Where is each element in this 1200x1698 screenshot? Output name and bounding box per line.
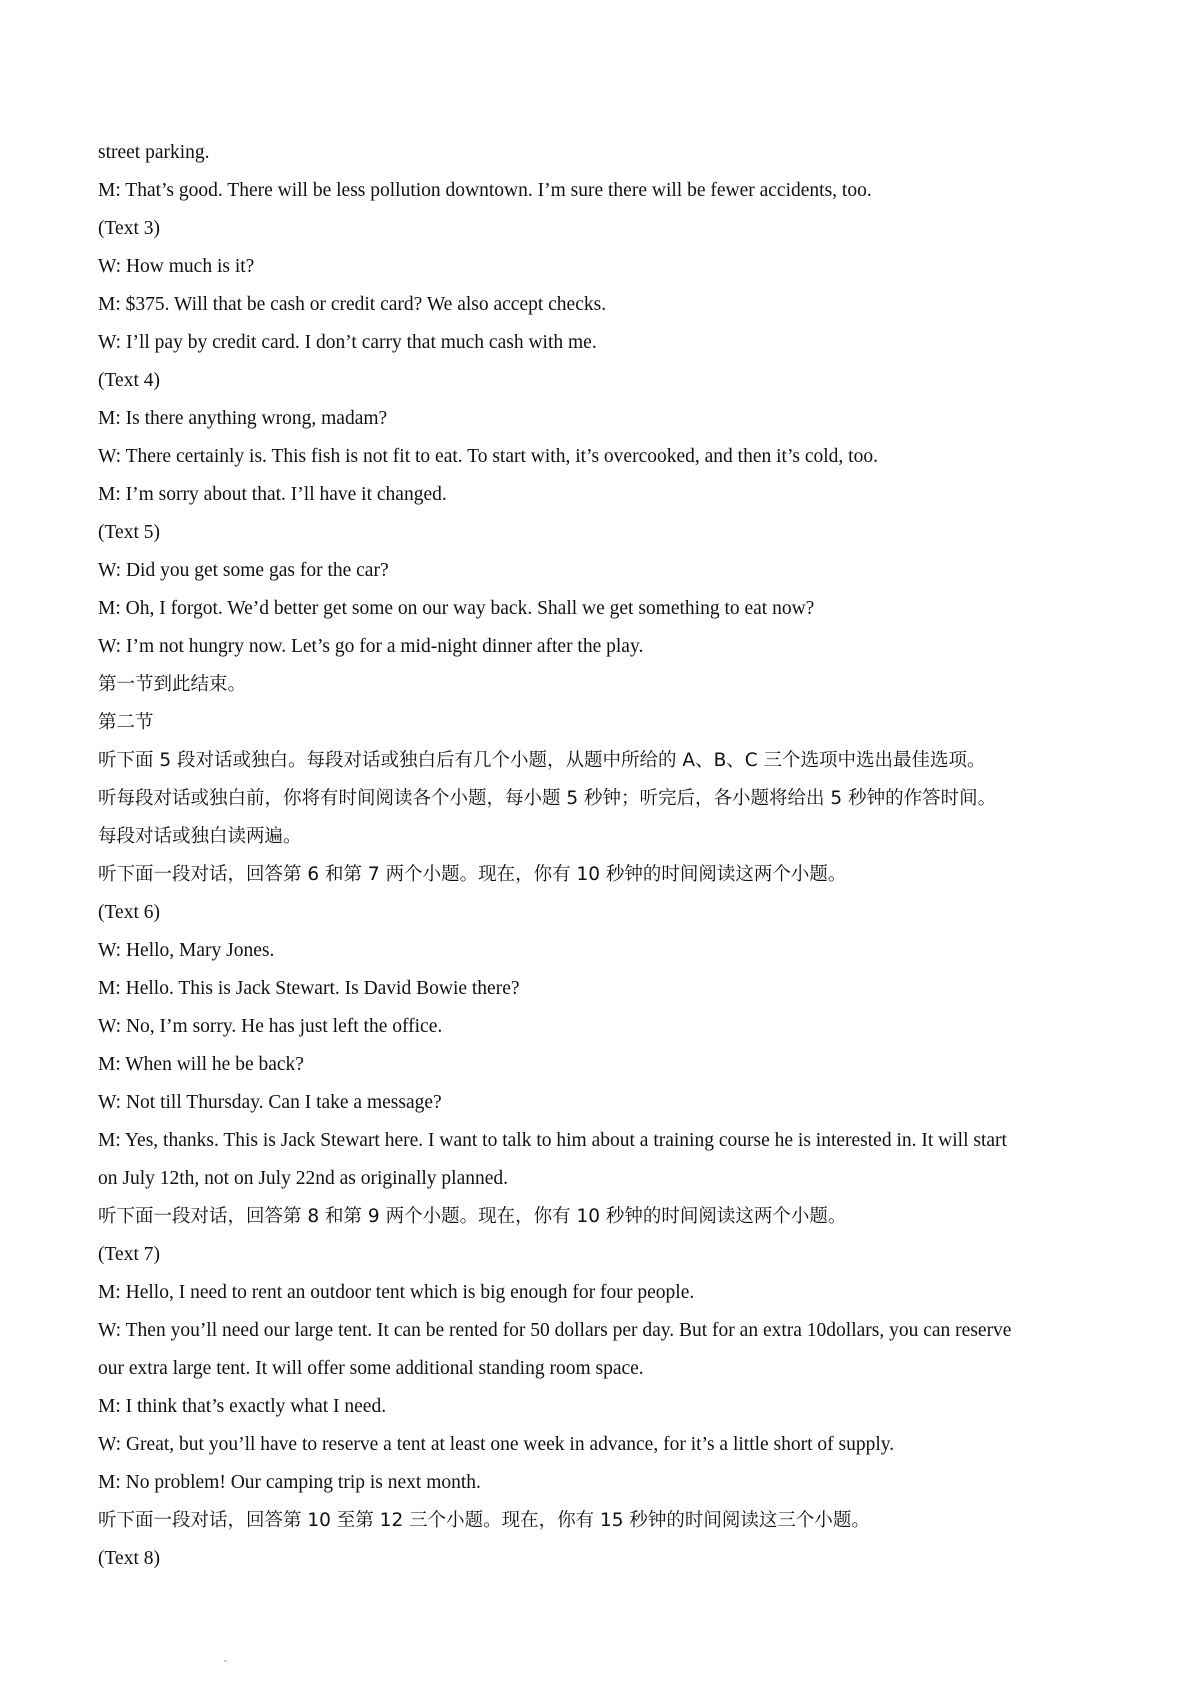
transcript-line: M: Oh, I forgot. We’d better get some on our way back. Shall we get something to eat now? bbox=[98, 598, 815, 619]
transcript-line: 听下面一段对话，回答第 6 和第 7 两个小题。现在，你有 10 秒钟的时间阅读这两个小题。 bbox=[98, 864, 847, 885]
transcript-line: W: I’ll pay by credit card. I don’t carry that much cash with me. bbox=[98, 332, 597, 353]
transcript-line: on July 12th, not on July 22nd as originally planned. bbox=[98, 1168, 509, 1189]
transcript-line: 第一节到此结束。 bbox=[98, 674, 247, 695]
transcript-line: W: How much is it? bbox=[98, 256, 255, 277]
transcript-line: W: Then you’ll need our large tent. It can be rented for 50 dollars per day. But for an extra 10dollars, you can reserve bbox=[98, 1320, 1012, 1341]
transcript-line: W: Hello, Mary Jones. bbox=[98, 940, 275, 961]
transcript-line: 第二节 bbox=[98, 712, 154, 733]
transcript-line: W: There certainly is. This fish is not fit to eat. To start with, it’s overcooked, and then it’s cold, too. bbox=[98, 446, 878, 467]
page-footer-mark bbox=[224, 1660, 227, 1662]
transcript-line: W: No, I’m sorry. He has just left the office. bbox=[98, 1016, 443, 1037]
transcript-line: (Text 3) bbox=[98, 218, 160, 239]
transcript-line: M: I think that’s exactly what I need. bbox=[98, 1396, 387, 1417]
transcript-line: 听每段对话或独白前，你将有时间阅读各个小题，每小题 5 秒钟；听完后，各小题将给出 5 秒钟的作答时间。 bbox=[98, 788, 997, 809]
transcript-line: 听下面一段对话，回答第 10 至第 12 三个小题。现在，你有 15 秒钟的时间阅读这三个小题。 bbox=[98, 1510, 870, 1531]
transcript-body bbox=[98, 134, 1118, 1578]
transcript-line: 听下面一段对话，回答第 8 和第 9 两个小题。现在，你有 10 秒钟的时间阅读这两个小题。 bbox=[98, 1206, 847, 1227]
transcript-line: M: That’s good. There will be less pollution downtown. I’m sure there will be fewer accidents, too. bbox=[98, 180, 872, 201]
transcript-line: M: Hello. This is Jack Stewart. Is David Bowie there? bbox=[98, 978, 520, 999]
transcript-line: 听下面 5 段对话或独白。每段对话或独白后有几个小题，从题中所给的 A、B、C 三个选项中选出最佳选项。 bbox=[98, 750, 986, 771]
transcript-line: street parking. bbox=[98, 142, 210, 163]
transcript-line: (Text 6) bbox=[98, 902, 160, 923]
transcript-line: (Text 4) bbox=[98, 370, 160, 391]
transcript-line: M: Is there anything wrong, madam? bbox=[98, 408, 388, 429]
transcript-line: M: Hello, I need to rent an outdoor tent which is big enough for four people. bbox=[98, 1282, 695, 1303]
transcript-line: W: Great, but you’ll have to reserve a tent at least one week in advance, for it’s a little short of supply. bbox=[98, 1434, 895, 1455]
transcript-line: M: I’m sorry about that. I’ll have it changed. bbox=[98, 484, 447, 505]
transcript-line: (Text 5) bbox=[98, 522, 160, 543]
transcript-line: M: Yes, thanks. This is Jack Stewart here. I want to talk to him about a training course he is interested in. It will start bbox=[98, 1130, 1007, 1151]
transcript-line: W: Not till Thursday. Can I take a message? bbox=[98, 1092, 442, 1113]
transcript-line: W: I’m not hungry now. Let’s go for a mid-night dinner after the play. bbox=[98, 636, 644, 657]
transcript-line: (Text 7) bbox=[98, 1244, 160, 1265]
transcript-line: (Text 8) bbox=[98, 1548, 160, 1569]
transcript-line: M: $375. Will that be cash or credit card? We also accept checks. bbox=[98, 294, 607, 315]
transcript-line: our extra large tent. It will offer some additional standing room space. bbox=[98, 1358, 644, 1379]
transcript-line: W: Did you get some gas for the car? bbox=[98, 560, 389, 581]
transcript-line: 每段对话或独白读两遍。 bbox=[98, 826, 302, 847]
transcript-line: M: No problem! Our camping trip is next month. bbox=[98, 1472, 481, 1493]
transcript-line: M: When will he be back? bbox=[98, 1054, 304, 1075]
